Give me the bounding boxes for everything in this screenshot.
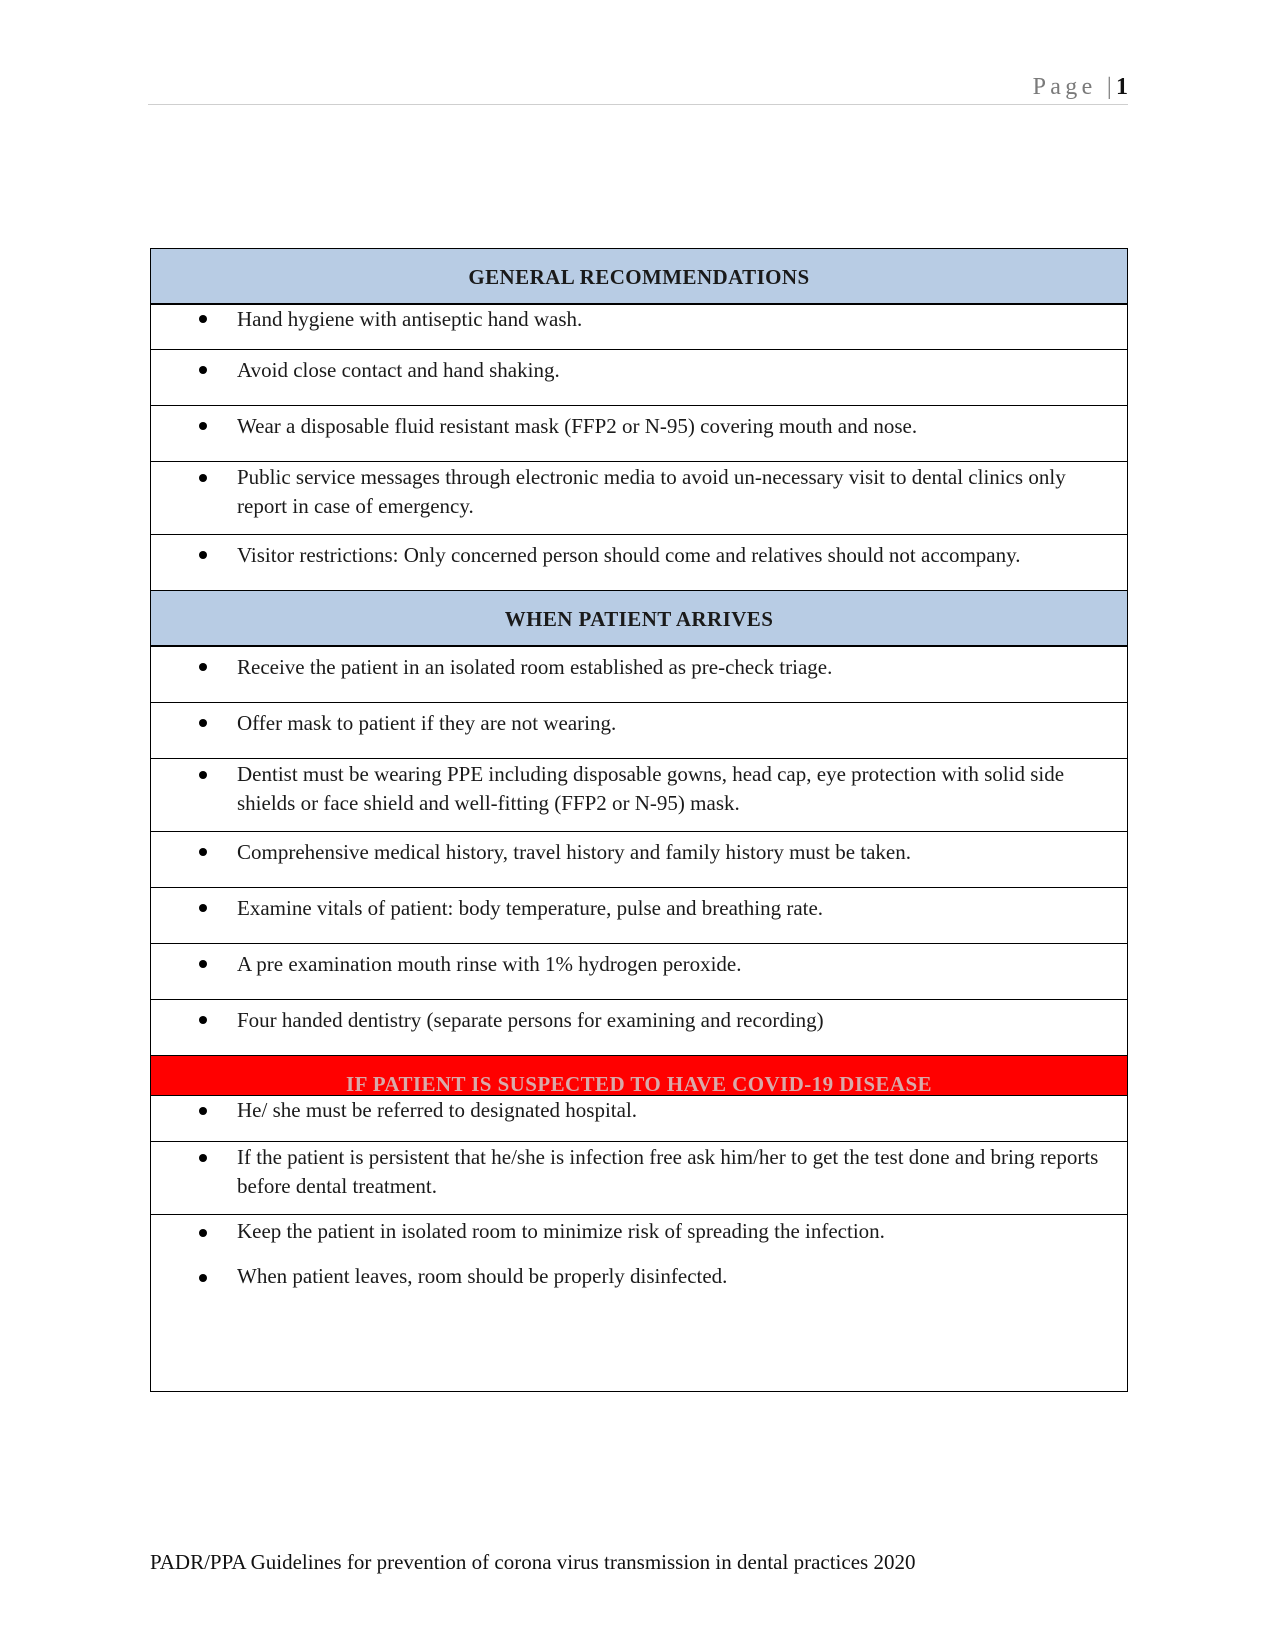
item-text: Examine vitals of patient: body temperature, pulse and breathing rate.	[237, 896, 824, 920]
section-title-arrival: WHEN PATIENT ARRIVES	[504, 607, 774, 631]
page-footer: PADR/PPA Guidelines for prevention of corona virus transmission in dental practices 2020	[150, 1550, 916, 1574]
item-text: A pre examination mouth rinse with 1% hydrogen peroxide.	[237, 952, 742, 976]
section-title-general: GENERAL RECOMMENDATIONS	[468, 265, 810, 289]
bullet-icon	[199, 551, 207, 559]
bullet-icon	[199, 474, 207, 482]
page-header	[148, 72, 1128, 105]
item-text: If the patient is persistent that he/she is infection free ask him/her to get the test done and bring reports before dental treatment.	[237, 1145, 1099, 1198]
bullet-icon	[199, 1107, 207, 1115]
item-text: When patient leaves, room should be properly disinfected.	[237, 1264, 728, 1288]
list-item	[151, 535, 1127, 591]
item-text: Four handed dentistry (separate persons for examining and recording)	[237, 1008, 824, 1032]
list-item	[151, 1000, 1127, 1056]
item-text: Dentist must be wearing PPE including disposable gowns, head cap, eye protection with solid side shields or face shield and well-fitting (FFP2 or N-95) mask.	[237, 762, 1065, 815]
section-header-suspected	[151, 1056, 1127, 1096]
item-text: He/ she must be referred to designated hospital.	[237, 1098, 638, 1122]
bullet-icon	[199, 1229, 207, 1237]
bullet-icon	[199, 1274, 207, 1282]
guidelines-table	[150, 248, 1128, 1392]
list-item	[151, 350, 1127, 406]
bullet-icon	[199, 719, 207, 727]
item-text: Keep the patient in isolated room to minimize risk of spreading the infection.	[237, 1219, 885, 1243]
list-item	[151, 944, 1127, 1000]
page-label: Page |	[1032, 74, 1116, 100]
list-item	[151, 759, 1127, 832]
item-text: Comprehensive medical history, travel history and family history must be taken.	[237, 840, 911, 864]
list-item	[151, 888, 1127, 944]
bullet-icon	[199, 366, 207, 374]
bullet-icon	[199, 848, 207, 856]
list-item	[151, 406, 1127, 462]
list-item	[151, 647, 1127, 703]
bullet-icon	[199, 315, 207, 323]
item-text: Visitor restrictions: Only concerned person should come and relatives should not accompany.	[237, 543, 1021, 567]
bullet-icon	[199, 904, 207, 912]
bullet-icon	[199, 960, 207, 968]
item-text: Offer mask to patient if they are not wearing.	[237, 711, 617, 735]
section-header-arrival	[151, 591, 1127, 647]
bullet-icon	[199, 771, 207, 779]
list-item-group	[151, 1215, 1127, 1391]
list-item	[151, 832, 1127, 888]
item-text: Receive the patient in an isolated room established as pre-check triage.	[237, 655, 833, 679]
bullet-icon	[199, 1154, 207, 1162]
list-item	[151, 703, 1127, 759]
section-header-general	[151, 249, 1127, 305]
bullet-icon	[199, 663, 207, 671]
item-text: Hand hygiene with antiseptic hand wash.	[237, 307, 583, 331]
list-item	[151, 305, 1127, 350]
bullet-icon	[199, 422, 207, 430]
list-item	[151, 462, 1127, 535]
item-text: Wear a disposable fluid resistant mask (FFP2 or N-95) covering mouth and nose.	[237, 414, 918, 438]
list-item	[151, 1142, 1127, 1215]
bullet-icon	[199, 1016, 207, 1024]
item-text: Avoid close contact and hand shaking.	[237, 358, 560, 382]
list-item	[151, 1096, 1127, 1142]
item-text: Public service messages through electronic media to avoid un-necessary visit to dental clinics only report in case of emergency.	[237, 465, 1066, 518]
page-number-value: 1	[1116, 74, 1128, 100]
page-number	[1033, 74, 1128, 101]
section-title-suspected: IF PATIENT IS SUSPECTED TO HAVE COVID-19 DISEASE	[346, 1072, 932, 1096]
